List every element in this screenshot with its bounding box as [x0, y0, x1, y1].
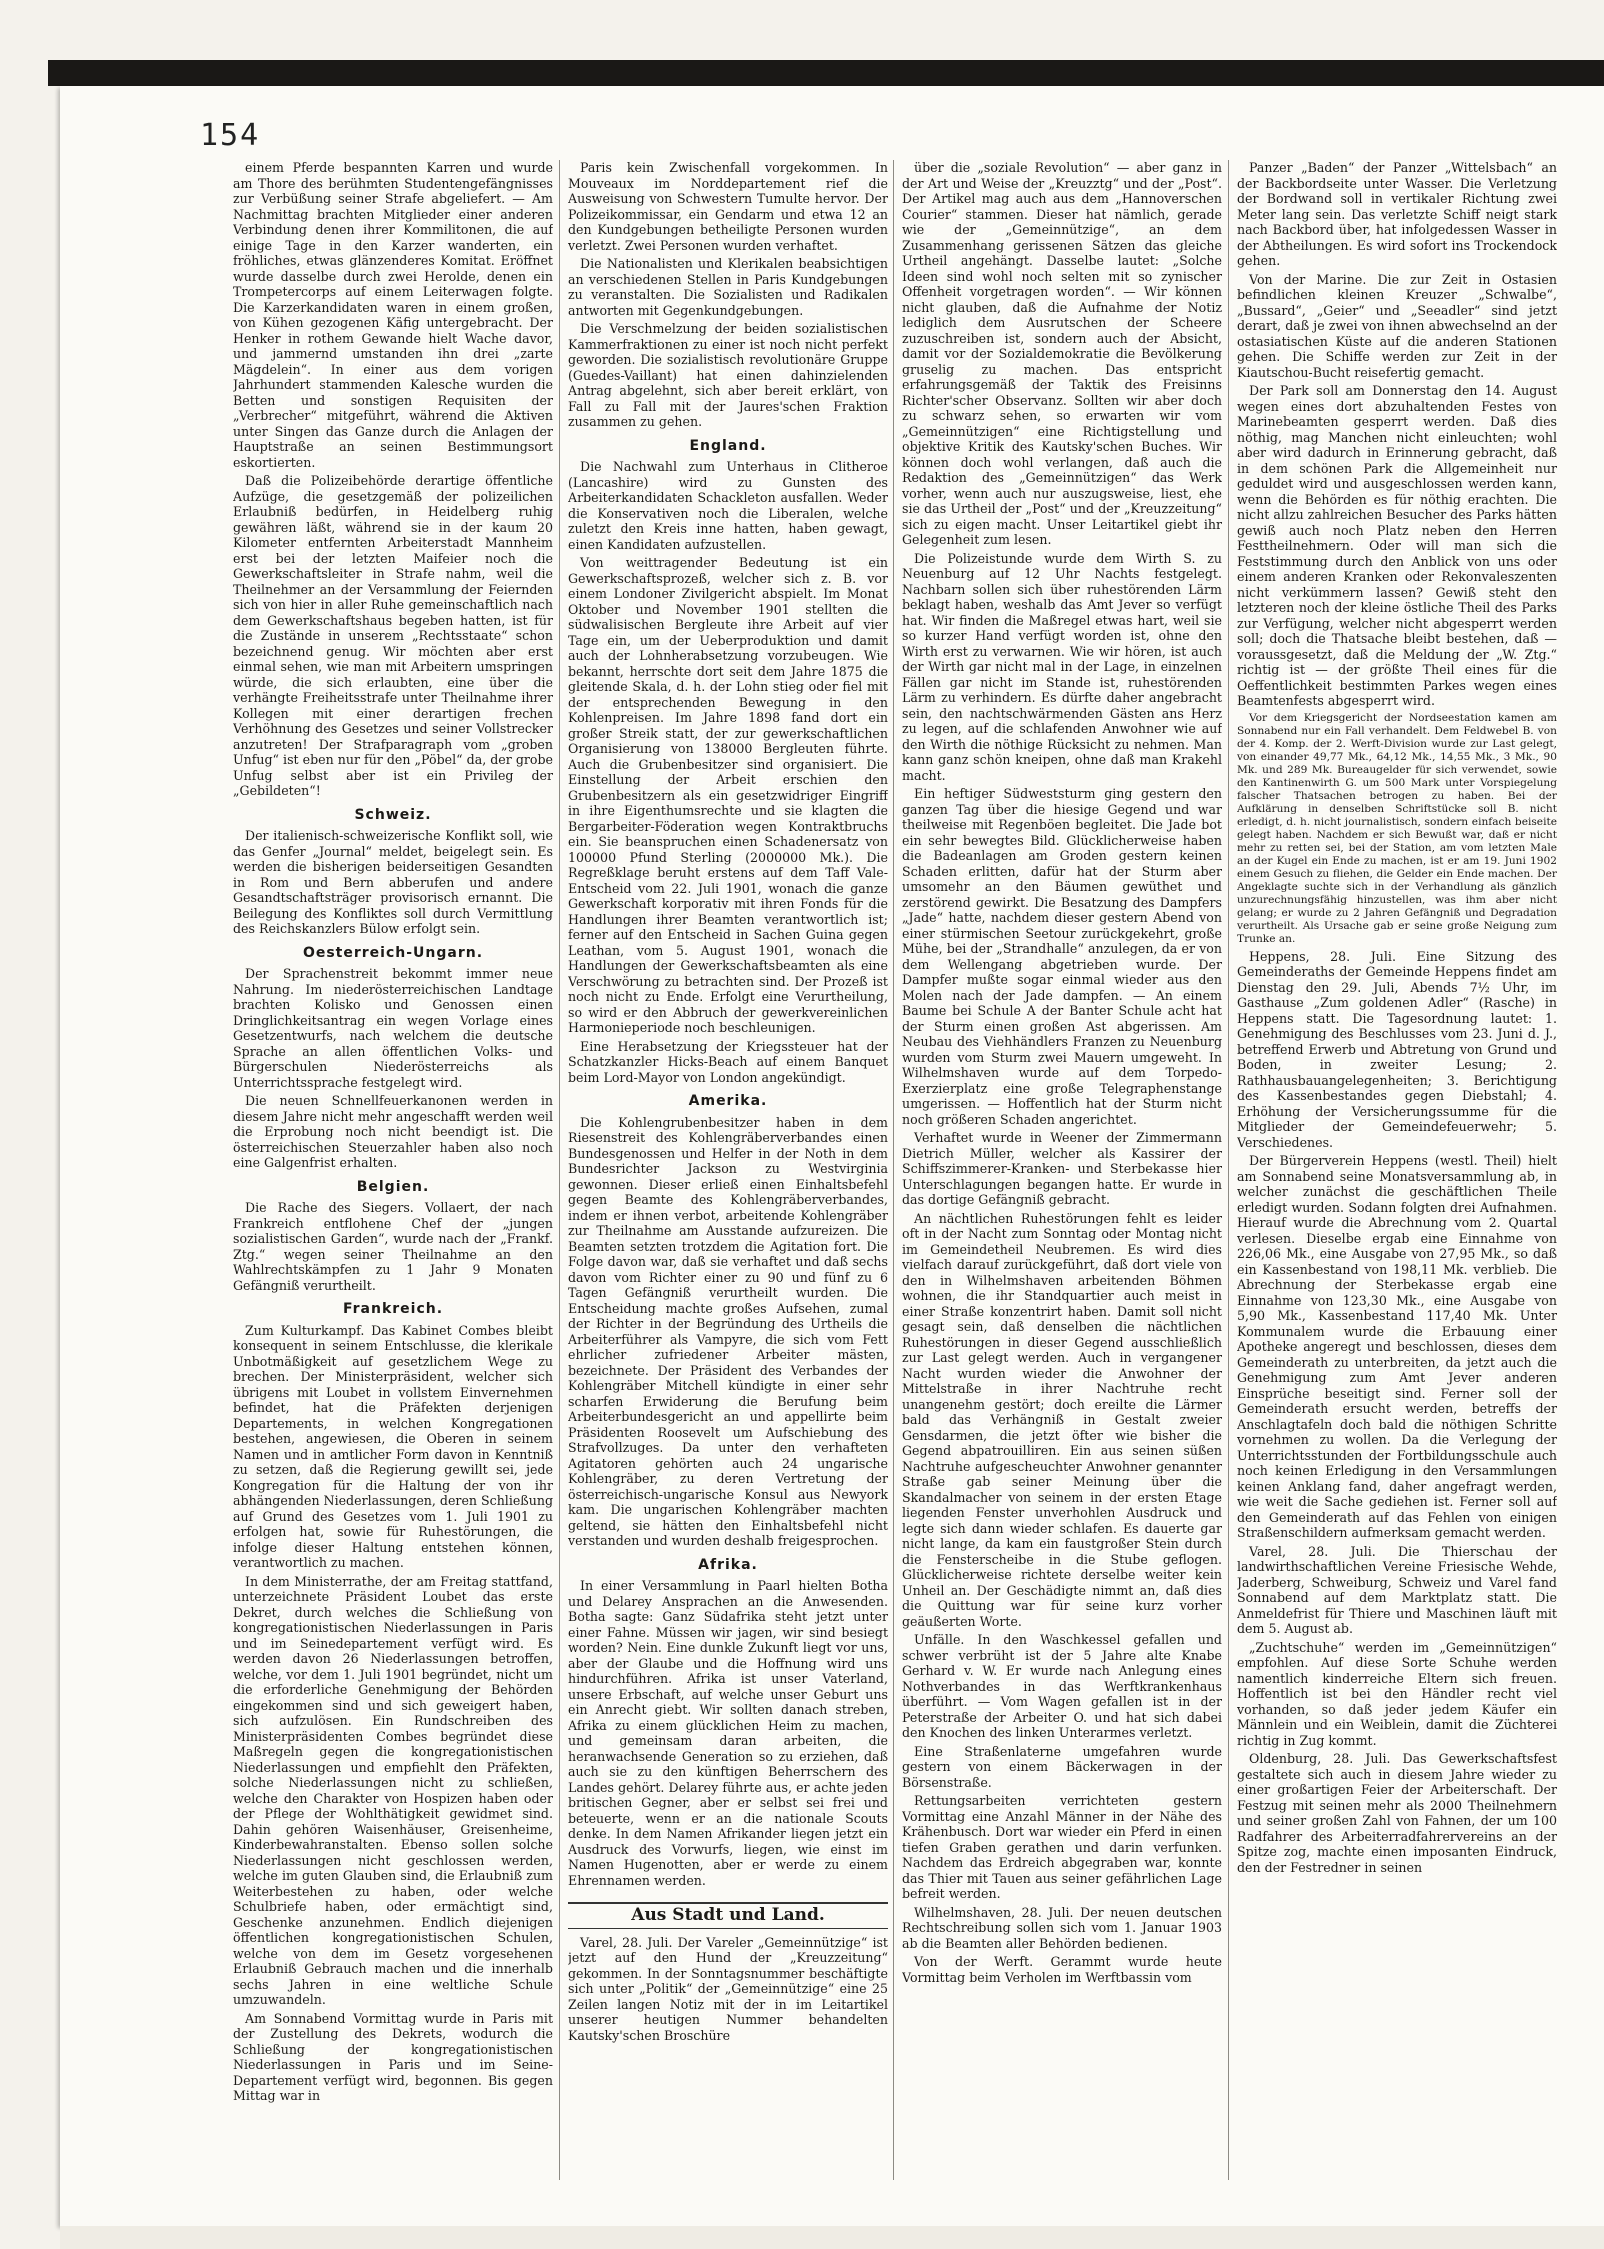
column-rule: [559, 160, 560, 2180]
article-paragraph: Der italienisch-schweizerische Konflikt soll, wie das Genfer „Journal“ meldet, beigelegt sein. Es werden die bisherigen beiderseitigen Gesandten in Rom und Bern abberufen und andere Gesandtschaftsträger provisorisch ernannt. Die Beilegung des Konfliktes soll durch Vermittlung des Reichskanzlers Bülow erfolgt sein.: [233, 828, 553, 936]
article-paragraph: „Zuchtschuhe“ werden im „Gemeinnützigen“ empfohlen. Auf diese Sorte Schuhe werden namentlich kinderreiche Eltern sich freuen. Hoffentlich ist bei den Händler recht viel vorhanden, so daß jeder jedem Käufer ein Männlein und ein Weiblein, damit die Züchterei richtig in Zug kommt.: [1237, 1639, 1557, 1748]
section-heading-local: Aus Stadt und Land.: [568, 1902, 888, 1929]
section-heading-afrika: Afrika.: [698, 1556, 758, 1573]
article-paragraph: Paris kein Zwischenfall vorgekommen. In Mouveaux im Norddepartement rief die Ausweisung von Schwestern Tumulte hervor. Der Polizeikommissar, ein Gendarm und etwa 12 an den Kundgebungen betheiligte Personen wurden verletzt. Zwei Personen wurden verhaftet.: [568, 160, 888, 253]
article-paragraph: einem Pferde bespannten Karren und wurde am Thore des berühmten Studentengefängnisses zur Verbüßung seiner Strafe abgeliefert. — Am Nachmittag brachten Mitglieder einer anderen Verbindung denen ihrer Kommilitonen, die auf einige Tage in den Karzer wanderten, ein fröhliches, etwas glänzenderes Komitat. Eröffnet wurde dasselbe durch zwei Herolde, denen ein Trompetercorps auf einem Leiterwagen folgte. Die Karzerkandidaten waren in einem großen, von Kühen gezogenen Käfig untergebracht. Der Henker in rothem Gewande hielt Wache davor, und jammernd umstanden ihn drei „zarte Mägdelein“. In einer aus dem vorigen Jahrhundert stammenden Kalesche wurden die Betten und sonstigen Requisiten der „Verbrecher“ mitgeführt, während die Aktiven unter Singen das Ganze durch die Anlagen der Hauptstraße an seinen Bestimmungsort eskortierten.: [233, 160, 553, 470]
column-rule: [1228, 160, 1229, 2180]
article-paragraph: Von der Werft. Gerammt wurde heute Vormittag beim Verholen im Werftbassin vom: [902, 1954, 1222, 1985]
article-paragraph: An nächtlichen Ruhestörungen fehlt es leider oft in der Nacht zum Sonntag oder Montag nicht im Gemeindetheil Neubremen. Es wird dies vielfach darauf zurückgeführt, daß dort viele von den in Wilhelmshaven arbeitenden Böhmen wohnen, die ihr Standquartier auch meist in einer Straße konzentrirt haben. Damit soll nicht gesagt sein, daß denselben die nächtlichen Ruhestörungen in dieser Gegend ausschließlich zur Last gelegt werden. Auch in vergangener Nacht wurden wieder die Anwohner der Mittelstraße in ihrer Nachtruhe recht unangenehm gestört; doch ereilte die Lärmer bald das Verhängniß in Gestalt zweier Gensdarmen, die jetzt öfter wie bisher die Gegend abpatrouilliren. Ein aus seinen süßen Nachtruhe aufgescheuchter Anwohner genannter Straße gab seiner Meinung über die Skandalmacher von seinem in der ersten Etage liegenden Fenster unverhohlen Ausdruck und legte sich dann wieder schlafen. Es dauerte gar nicht lange, da kam ein faustgroßer Stein durch die Fensterscheibe in die Stube geflogen. Glücklicherweise richtete derselbe weiter kein Unheil an. Der Geschädigte nimmt an, daß dies die Quittung war für seine kurz vorher geäußerten Worte.: [902, 1210, 1222, 1629]
article-paragraph: In dem Ministerrathe, der am Freitag stattfand, unterzeichnete Präsident Loubet das erste Dekret, durch welches die Schließung von kongregationistischen Niederlassungen in Paris und im Seinedepartement verfügt wird. Es werden davon 26 Niederlassungen betroffen, welche, vor dem 1. Juli 1901 begründet, nicht um die erforderliche Genehmigung der Behörden eingekommen sind und sich geweigert haben, sich aufzulösen. Ein Rundschreiben des Ministerpräsidenten Combes begründet diese Maßregeln gegen die kongregationistischen Niederlassungen und empfiehlt den Präfekten, solche Niederlassungen nicht zu schließen, welche den Charakter von Hospizen haben oder der Pflege der Wohlthätigkeit gewidmet sind. Dahin gehören Waisenhäuser, Greisenheime, Kinderbewahranstalten. Ebenso sollen solche Niederlassungen nicht geschlossen werden, welche im guten Glauben sind, die Erlaubniß zum Weiterbestehen zu haben, oder welche Schulbriefe haben, oder ermächtigt sind, Geschenke anzunehmen. Endlich diejenigen öffentlichen kongregationistischen Schulen, welche von dem im Gesetz vorgesehenen Erlaubniß Gebrauch machen und die innerhalb sechs Jahren in eine weltliche Schule umzuwandeln.: [233, 1573, 553, 2007]
article-paragraph: Von der Marine. Die zur Zeit in Ostasien befindlichen kleinen Kreuzer „Schwalbe“, „Bussard“, „Geier“ und „Seeadler“ sind jetzt derart, daß je zwei von ihnen abwechselnd an der ostasiatischen Küste auf die anderen Stationen gehen. Die Schiffe werden zur Zeit in der Kiautschou-Bucht reisefertig gemacht.: [1237, 271, 1557, 380]
article-paragraph: Der Park soll am Donnerstag den 14. August wegen eines dort abzuhaltenden Festes von Marinebeamten gesperrt werden. Daß dies nöthig, mag Manchen nicht einleuchten; wohl aber wird dadurch in Erinnerung gebracht, daß in dem schönen Park die Allgemeinheit nur geduldet wird und ausgeschlossen werden kann, wenn die Behörden es für nöthig erachten. Die nicht allzu zahlreichen Besucher des Parks hätten gewiß auch noch Platz neben den Herren Festtheilnehmern. Oder will man sich die Feststimmung durch den Anblick von uns oder einem anderen Kranken oder Rekonvaleszenten nicht verkümmern lassen? Gewiß steht den letzteren noch der kleine östliche Theil des Parks zur Verfügung, welcher nicht abgesperrt werden soll; doch die Thatsache bleibt bestehen, daß — voraussgesetzt, daß die Meldung der „W. Ztg.“ richtig ist — der größte Theil eines für die Oeffentlichkeit bestimmten Parkes wegen eines Beamtenfests abgesperrt wird.: [1237, 383, 1557, 708]
scan-bottom-edge: [60, 2226, 1604, 2249]
section-heading-schweiz: Schweiz.: [354, 806, 432, 823]
section-heading-frankreich: Frankreich.: [342, 1301, 444, 1317]
scan-top-border: [48, 60, 1604, 86]
article-paragraph: Eine Straßenlaterne umgefahren wurde gestern von einem Bäckerwagen in der Börsenstraße.: [902, 1743, 1222, 1790]
article-paragraph-small: Vor dem Kriegsgericht der Nordseestation kamen am Sonnabend nur ein Fall verhandelt. Dem Feldwebel B. von der 4. Komp. der 2. Werft-Division wurde zur Last gelegt, von einander 49,77 Mk., 64,12 Mk., 14,55 Mk., 3 Mk., 90 Mk. und 289 Mk. Bureaugelder für sich verwendet, sowie den Kantinenwirth G. um 500 Mark unter Vorspiegelung falscher Thatsachen betrogen zu haben. Bei der Aufklärung in denselben Schriftstücke soll B. nicht erledigt, d. h. nicht journalistisch, sondern einfach beiseite gelegt haben. Nachdem er sich Bewußt war, daß er nicht mehr zu retten sei, bei der Station, am vom letzten Male an der Kugel ein Ende zu machen, ist er am 19. Juni 1902 einem Gesuch zu fliehen, die Gelder ein Ende machen. Der Angeklagte suchte sich in der Verhandlung als gänzlich unzurechnungsfähig hinzustellen, was ihm aber nicht gelang; er wurde zu 2 Jahren Gefängniß und Degradation verurtheilt. Als Ursache gab er seine große Neigung zum Trunke an.: [1237, 711, 1557, 945]
article-paragraph: Der Bürgerverein Heppens (westl. Theil) hielt am Sonnabend seine Monatsversammlung ab, in welcher zunächst die geschäftlichen Theile erledigt wurden. Sodann folgten drei Aufnahmen. Hierauf wurde die Abrechnung vom 2. Quartal verlesen. Dieselbe ergab eine Einnahme von 226,06 Mk., eine Ausgabe von 27,95 Mk., so daß ein Kassenbestand von 198,11 Mk. verblieb. Die Abrechnung der Sterbekasse ergab eine Einnahme von 123,30 Mk., eine Ausgabe von 5,90 Mk., Kassenbestand 117,40 Mk. Unter Kommunalem wurde die Erbauung einer Apotheke angeregt und beschlossen, dieses dem Gemeinderath zu unterbreiten, da jetzt auch die Genehmigung zum Amt Jever anderen Einsprüche beseitigt sind. Ferner soll der Gemeinderath ersucht werden, betreffs der Anschlagtafeln doch bald die nöthigen Schritte vornehmen zu wollen. Da die Verlegung der Unterrichtsstunden der Fortbildungsschule auch noch keinen Erledigung in den Versammlungen keinen Anklang fand, daher angefragt werden, wie weit die Sache gediehen ist. Ferner soll auf den Gemeinderath auf das Fehlen von einigen Straßenschildern aufmerksam gemacht werden.: [1237, 1153, 1557, 1540]
section-heading-belgien: Belgien.: [356, 1178, 430, 1195]
column-4: [1237, 160, 1557, 2170]
article-paragraph: Die Nationalisten und Klerikalen beabsichtigen an verschiedenen Stellen in Paris Kundgebungen zu veranstalten. Die Sozialisten und Radikalen antworten mit Gegenkundgebungen.: [568, 256, 888, 318]
article-paragraph: Zum Kulturkampf. Das Kabinet Combes bleibt konsequent in seinem Entschlusse, die klerikale Unbotmäßigkeit auf gesetzlichem Wege zu brechen. Der Ministerpräsident, welcher sich übrigens mit Loubet in vollstem Einvernehmen befindet, hat die Präfekten derjenigen Departements, in welchen Kongregationen bestehen, angewiesen, die Oberen in seinem Namen und in amtlicher Form davon in Kenntniß zu setzen, daß die Regierung gewillt sei, jede Kongregation für die Haltung der von ihr abhängenden Niederlassungen, deren Schließung auf Grund des Gesetzes vom 1. Juli 1901 zu erfolgen hat, sowie für Ruhestörungen, die infolge dieser Haltung entstehen können, verantwortlich zu machen.: [233, 1322, 553, 1570]
article-paragraph: Eine Herabsetzung der Kriegssteuer hat der Schatzkanzler Hicks-Beach auf einem Banquet beim Lord-Mayor von London angekündigt.: [568, 1038, 888, 1085]
article-paragraph: Die neuen Schnellfeuerkanonen werden in diesem Jahre nicht mehr angeschafft werden weil die Erprobung noch nicht beendigt ist. Die österreichischen Steuerzahler haben also noch eine Galgenfrist erhalten.: [233, 1093, 553, 1170]
article-paragraph: Oldenburg, 28. Juli. Das Gewerkschaftsfest gestaltete sich auch in diesem Jahre wieder zu einer großartigen Feier der Arbeiterschaft. Der Festzug mit seinen mehr als 2000 Theilnehmern und seiner großen Zahl von Fahnen, der um 100 Radfahrer des Arbeiterradfahrervereins an der Spitze zog, machte einen imposanten Eindruck, den der Festredner in seinen: [1237, 1751, 1557, 1875]
article-paragraph: Unfälle. In den Waschkessel gefallen und schwer verbrüht ist der 5 Jahre alte Knabe Gerhard v. W. Er wurde nach Anlegung eines Nothverbandes in das Werftkrankenhaus überführt. — Vom Wagen gefallen ist in der Peterstraße der Arbeiter O. und hat sich dabei den Knochen des linken Unterarmes verletzt.: [902, 1632, 1222, 1740]
article-paragraph: Panzer „Baden“ der Panzer „Wittelsbach“ an der Backbordseite unter Wasser. Die Verletzung der Bordwand soll in vertikaler Richtung zwei Meter lang sein. Das verletzte Schiff neigt stark nach Backbord über, hat infolgedessen Wasser in der Abtheilungen. Es wird sofort ins Trockendock gehen.: [1237, 160, 1557, 268]
column-rule: [893, 160, 894, 2180]
column-3: [902, 160, 1222, 2170]
article-paragraph: Am Sonnabend Vormittag wurde in Paris mit der Zustellung des Dekrets, wodurch die Schließung der kongregationistischen Niederlassungen in Paris und im Seine-Departement verfügt wird, begonnen. Bis gegen Mittag war in: [233, 2010, 553, 2103]
article-paragraph: Die Polizeistunde wurde dem Wirth S. zu Neuenburg auf 12 Uhr Nachts festgelegt. Nachbarn sollen sich über ruhestörenden Lärm beklagt haben, weshalb das Amt Jever so verfügt hat. Wir finden die Maßregel etwas hart, weil sie so kurzer Hand verfügt worden ist, ohne den Wirth erst zu verwarnen. Wie wir hören, ist auch der Wirth gar nicht mal in der Lage, in einzelnen Fällen gar nicht im Stande ist, ruhestörenden Lärm zu verhindern. Es dürfte daher angebracht sein, den nachtschwärmenden Gästen ans Herz zu legen, auf die schlafenden Anwohner wie auf den Wirth die nöthige Rücksicht zu nehmen. Man kann ganz schön kneipen, ohne daß man Krakehl macht.: [902, 550, 1222, 783]
article-paragraph: Verhaftet wurde in Weener der Zimmermann Dietrich Müller, welcher als Kassirer der Schiffszimmerer-Kranken- und Sterbekasse hier Unterschlagungen begangen hatte. Er wurde in das dortige Gefängniß gebracht.: [902, 1130, 1222, 1207]
article-paragraph: Heppens, 28. Juli. Eine Sitzung des Gemeinderaths der Gemeinde Heppens findet am Dienstag den 29. Juli, Abends 7½ Uhr, im Gasthause „Zum goldenen Adler“ (Rasche) in Heppens statt. Die Tagesordnung lautet: 1. Genehmigung des Beschlusses vom 23. Juni d. J., betreffend Erwerb und Abtretung von Grund und Boden, in zweiter Lesung; 2. Rathhausbauangelegenheiten; 3. Berichtigung des Kassenbestandes gegen Diebstahl; 4. Erhöhung der Versicherungssumme für die Mitglieder der Gemeindefeuerwehr; 5. Verschiedenes.: [1237, 948, 1557, 1150]
article-paragraph: In einer Versammlung in Paarl hielten Botha und Delarey Ansprachen an die Anwesenden. Botha sagte: Ganz Südafrika steht jetzt unter einer Fahne. Müssen wir jagen, wir sind besiegt worden? Nein. Eine dunkle Zukunft liegt vor uns, aber der Glaube und die Hoffnung wird uns hindurchführen. Afrika ist unser Vaterland, unsere Erbschaft, auf welche unser Geburt uns ein Anrecht giebt. Wir sollten danach streben, Afrika zu einem glücklichen Heim zu machen, und gemeinsam daran arbeiten, die heranwachsende Generation so zu erziehen, daß auch sie zu den künftigen Beherrschern des Landes gehört. Delarey führte aus, er achte jeden britischen Gegner, aber er selbst sei frei und beteuerte, wenn er an die nationale Scouts denke. In dem Namen Afrikander liegen jetzt ein Ausdruck des Vorwurfs, liegen, wie einst im Namen Hugenotten, aber er werde zu einem Ehrennamen werden.: [568, 1578, 888, 1888]
article-paragraph: Daß die Polizeibehörde derartige öffentliche Aufzüge, die gesetzgemäß der polizeilichen Erlaubniß bedürfen, in Heidelberg ruhig gewähren läßt, während sie in der kaum 20 Kilometer entfernten Arbeiterstadt Mannheim erst bei der letzten Maifeier noch die Gewerkschaftsleiter in Strafe nahm, weil die Theilnehmer an der Versammlung der Feiernden sich von hier in aller Ruhe gemeinschaftlich nach dem Gewerkschaftshaus begeben hatten, ist für die Zustände in unserem „Rechtsstaate“ schon bezeichnend genug. Wir möchten aber erst einmal sehen, wie man mit Arbeitern umspringen würde, die sich erlaubten, eine über die verhängte Freiheitsstrafe unter Theilnahme ihrer Kollegen mit einer derartigen frechen Verhöhnung des Gesetzes und seiner Vollstrecker anzutreten! Der Strafparagraph vom „groben Unfug“ ist eben nur für den „Pöbel“ da, der grobe Unfug selbst aber ist ein Privileg der „Gebildeten“!: [233, 473, 553, 798]
article-paragraph: Rettungsarbeiten verrichteten gestern Vormittag eine Anzahl Männer in der Nähe des Krähenbusch. Dort war wieder ein Pferd in einen tiefen Graben gerathen und darin verfunken. Nachdem das Erdreich abgegraben war, konnte das Thier mit Tauen aus seiner gefährlichen Lage befreit werden.: [902, 1793, 1222, 1901]
article-paragraph: Der Sprachenstreit bekommt immer neue Nahrung. Im niederösterreichischen Landtage brachten Kolisko und Genossen einen Dringlichkeitsantrag ein wegen Vorlage eines Gesetzentwurfs, nach welchem die deutsche Sprache an allen öffentlichen Volks- und Bürgerschulen Niederösterreichs als Unterrichtssprache festgelegt wird.: [233, 966, 553, 1090]
article-paragraph: Die Nachwahl zum Unterhaus in Clitheroe (Lancashire) wird zu Gunsten des Arbeiterkandidaten Schackleton ausfallen. Weder die Konservativen noch die Liberalen, welche zuletzt den Kreis inne hatten, haben gewagt, einen Kandidaten aufzustellen.: [568, 459, 888, 552]
article-paragraph: Varel, 28. Juli. Der Vareler „Gemeinnützige“ ist jetzt auf den Hund der „Kreuzzeitung“ gekommen. In der Sonntagsnummer beschäftigte sich unter „Politik“ der „Gemeinnützige“ eine 25 Zeilen langen Notiz mit der in im Leitartikel unserer heutigen Nummer behandelten Kautsky'schen Broschüre: [568, 1934, 888, 2043]
article-paragraph: Die Rache des Siegers. Vollaert, der nach Frankreich entflohene Chef der „jungen sozialistischen Garden“, wurde nach der „Frankf. Ztg.“ wegen seiner Theilnahme an den Wahlrechtskämpfen zu 1 Jahr 9 Monaten Gefängniß verurtheilt.: [233, 1200, 553, 1293]
column-1: [233, 160, 553, 2170]
article-paragraph: Wilhelmshaven, 28. Juli. Der neuen deutschen Rechtschreibung sollen sich vom 1. Januar 1903 ab die Beamten aller Behörden bedienen.: [902, 1904, 1222, 1951]
page-number: 154: [200, 118, 261, 153]
column-2: [568, 160, 888, 2170]
article-paragraph: Von weittragender Bedeutung ist ein Gewerkschaftsprozeß, welcher sich z. B. vor einem Londoner Zivilgericht abspielt. Im Monat Oktober und November 1901 stellten die südwalisischen Bergleute ihre Arbeit auf vier Tage ein, um der Ueberproduktion und damit auch der Lohnherabsetzung vorzubeugen. Wie bekannt, herrschte dort seit dem Jahre 1875 die gleitende Skala, d. h. der Lohn stieg oder fiel mit der entsprechenden Bewegung in den Kohlenpreisen. Im Jahre 1898 fand dort ein großer Streik statt, der zur gewerkschaftlichen Organisierung von 138000 Bergleuten führte. Auch die Grubenbesitzer sind organisiert. Die Einstellung der Arbeit erschien den Grubenbesitzern als ein gesetzwidriger Eingriff in ihre Eigenthumsrechte und sie klagten die Bergarbeiter-Föderation wegen Kontraktbruchs ein. Sie beanspruchen einen Schadenersatz von 100000 Pfund Sterling (2000000 Mk.). Die Regreßklage beruht erstens auf dem Taff Vale-Entscheid vom 22. Juli 1901, wonach die ganze Gewerkschaft korporativ mit ihren Fonds für die Handlungen ihrer Beamten verantwortlich ist; ferner auf den Entscheid in Sachen Guina gegen Leathan, vom 5. August 1901, wonach die Handlungen der Gewerkschaftsbeamten als eine Verschwörung zu betrachten sind. Der Prozeß ist noch nicht zu Ende. Erfolgt eine Verurtheilung, so wird er den Abbruch der gewerkvereinlichen Harmonieperiode noch beschleunigen.: [568, 555, 888, 1035]
section-heading-england: England.: [689, 437, 767, 454]
article-paragraph: Die Kohlengrubenbesitzer haben in dem Riesenstreit des Kohlengräberverbandes einen Bundesgenossen und Helfer in der Noth in dem Bundesrichter Jackson zu Westvirginia gewonnen. Dieser erließ einen Einhaltsbefehl gegen Beamte des Kohlengräberverbandes, indem er ihnen verbot, arbeitende Kohlengräber zur Theilnahme am Ausstande aufzureizen. Die Beamten setzten trotzdem die Agitation fort. Die Folge davon war, daß sie verhaftet und daß sechs davon vom Richter einer zu 90 und fünf zu 6 Tagen Gefängniß verurtheilt wurden. Die Entscheidung machte großes Aufsehen, zumal der Richter in der Begründung des Urtheils die Arbeiterführer als Vampyre, die sich vom Fett ehrlicher zufriedener Arbeiter mästen, bezeichnete. Der Präsident des Verbandes der Kohlengräber Mitchell kündigte in einer sehr scharfen Erwiderung die Berufung beim Arbeiterbundesgericht an und appellirte beim Präsidenten Roosevelt um Aufschiebung des Strafvollzuges. Da unter den verhafteten Agitatoren gehörten auch 24 ungarische Kohlengräber, zu deren Vertretung der österreichisch-ungarische Konsul aus Newyork kam. Die ungarischen Kohlengräber machten geltend, sie hätten den Einhaltsbefehl nicht verstanden und wurden deshalb freigesprochen.: [568, 1114, 888, 1548]
article-paragraph: Ein heftiger Südweststurm ging gestern den ganzen Tag über die hiesige Gegend und war theilweise mit Regenböen begleitet. Die Jade bot ein sehr bewegtes Bild. Glücklicherweise haben die Badeanlagen am Groden gestern keinen Schaden erlitten, dafür hat der Sturm aber umsomehr an den Bäumen gewüthet und zerstörend gewirkt. Die Besatzung des Dampfers „Jade“ hatte, nachdem dieser gestern Abend von einer stürmischen Seetour zurückgekehrt, große Mühe, bei der „Strandhalle“ anzulegen, da er von dem Wellengang abgetrieben wurde. Der Dampfer mußte sogar einmal wieder aus den Molen nach der Jade dampfen. — An einem Baume bei Schule A der Banter Schule acht hat der Sturm einen großen Ast abgerissen. Am Neubau des Viehhändlers Franzen zu Neuenburg wurden vom Sturm zwei Mauern umgeweht. In Wilhelmshaven wurde auf dem Torpedo-Exerzierplatz eine große Telegraphenstange umgerissen. — Hoffentlich hat der Sturm nicht noch größeren Schaden angerichtet.: [902, 786, 1222, 1127]
article-paragraph: über die „soziale Revolution“ — aber ganz in der Art und Weise der „Kreuzztg“ und der „Post“. Der Artikel mag auch aus dem „Hannoverschen Courier“ stammen. Dieser hat nämlich, gerade wie der „Gemeinnützige“, an dem Zusammenhang gerissenen Sätzen das gleiche Urtheil angehängt. Dasselbe lautet: „Solche Ideen sind wohl noch selten mit so zynischer Offenheit vorgetragen worden“. — Wir können nicht glauben, daß die Aufnahme der Notiz lediglich dem Ausrutschen der Scheere zuzuschreiben ist, sondern auch der Absicht, damit vor der Sozialdemokratie die Bevölkerung gruselig zu machen. Das entspricht erfahrungsgemäß der Taktik des Freisinns Richter'scher Observanz. Sollten wir aber doch zu schwarz sehen, so erwarten wir vom „Gemeinnützigen“ eine Richtigstellung und objektive Kritik des Kautsky'schen Buches. Wir können doch wohl verlangen, daß auch die Redaktion des „Gemeinnützigen“ das Werk vorher, wenn auch nur auszugsweise, liest, ehe sie das Urtheil der „Post“ und der „Kreuzzeitung“ sich zu eigen macht. Unser Leitartikel giebt ihr Gelegenheit zum lesen.: [902, 160, 1222, 547]
section-heading-amerika: Amerika.: [688, 1093, 768, 1109]
article-paragraph: Varel, 28. Juli. Die Thierschau der landwirthschaftlichen Vereine Friesische Wehde, Jaderberg, Schweiburg, Schweiz und Varel fand Sonnabend auf dem Marktplatz statt. Die Anmeldefrist für Thiere und Maschinen läuft mit dem 5. August ab.: [1237, 1543, 1557, 1636]
section-heading-oesterreich: Oesterreich-Ungarn.: [302, 944, 484, 961]
article-paragraph: Die Verschmelzung der beiden sozialistischen Kammerfraktionen zu einer ist noch nicht perfekt geworden. Die sozialistisch revolutionäre Gruppe (Guedes-Vaillant) hat einen dahinzielenden Antrag abgelehnt, sich aber bereit erklärt, von Fall zu Fall mit der Jaures'schen Fraktion zusammen zu gehen.: [568, 321, 888, 429]
